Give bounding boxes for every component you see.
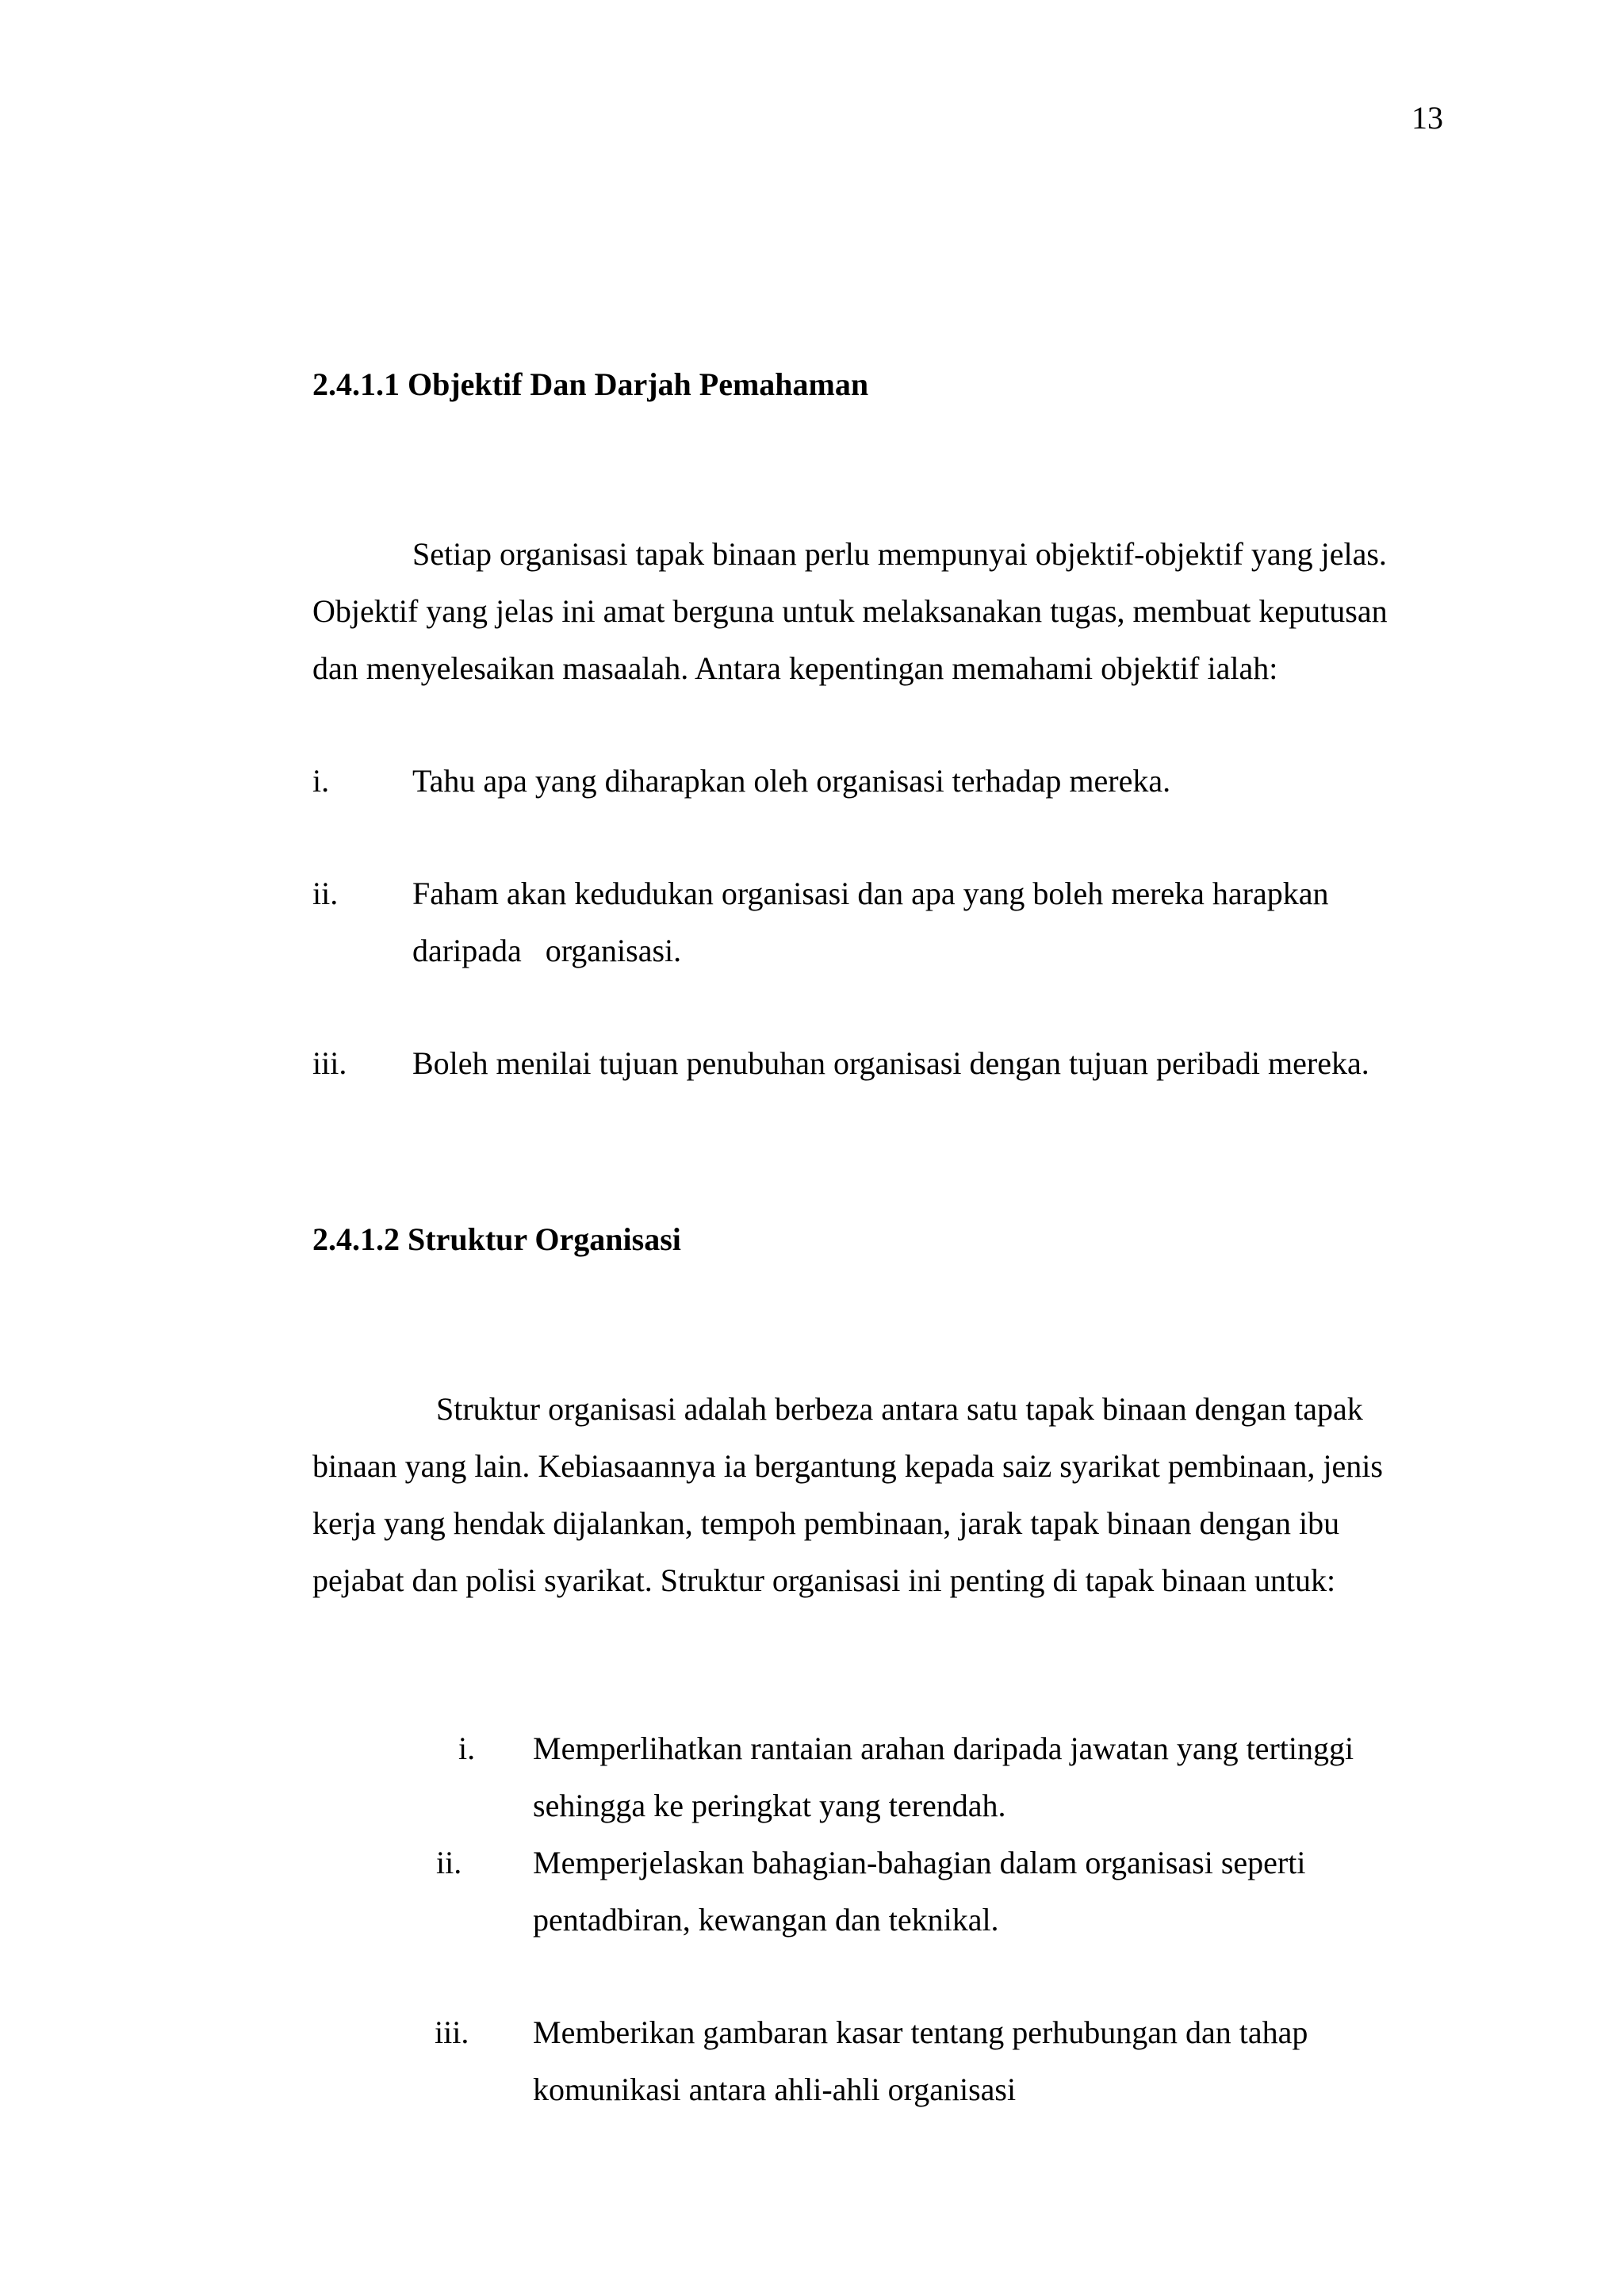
list-item-text: Memperlihatkan rantaian arahan daripada jawatan yang tertinggi (533, 1731, 1354, 1766)
section-heading-objektif: 2.4.1.1 Objektif Dan Darjah Pemahaman (312, 366, 869, 402)
list-marker: ii. (436, 1845, 462, 1880)
paragraph-line: Setiap organisasi tapak binaan perlu mempunyai objektif-objektif yang jelas. (412, 536, 1387, 572)
list-item-text: Tahu apa yang diharapkan oleh organisasi terhadap mereka. (412, 763, 1171, 799)
list-item-text: Memperjelaskan bahagian-bahagian dalam organisasi seperti (533, 1845, 1306, 1880)
paragraph-line: dan menyelesaikan masaalah. Antara kepentingan memahami objektif ialah: (312, 650, 1278, 686)
list-item-text: komunikasi antara ahli-ahli organisasi (533, 2072, 1017, 2107)
list-marker: i. (312, 763, 330, 799)
page-number: 13 (1411, 100, 1443, 136)
paragraph-line: kerja yang hendak dijalankan, tempoh pembinaan, jarak tapak binaan dengan ibu (312, 1505, 1340, 1541)
list-item-text: Boleh menilai tujuan penubuhan organisasi dengan tujuan peribadi mereka. (412, 1045, 1369, 1081)
list-item-text: daripada organisasi. (412, 933, 682, 968)
list-marker: iii. (312, 1045, 347, 1081)
list-item-text: Memberikan gambaran kasar tentang perhubungan dan tahap (533, 2014, 1308, 2050)
paragraph-line: binaan yang lain. Kebiasaannya ia bergantung kepada saiz syarikat pembinaan, jenis (312, 1448, 1383, 1484)
paragraph-line: pejabat dan polisi syarikat. Struktur organisasi ini penting di tapak binaan untuk: (312, 1562, 1336, 1598)
section-heading-struktur: 2.4.1.2 Struktur Organisasi (312, 1221, 681, 1257)
list-item-text: pentadbiran, kewangan dan teknikal. (533, 1902, 999, 1938)
list-marker: i. (458, 1731, 476, 1766)
list-item-text: Faham akan kedudukan organisasi dan apa yang boleh mereka harapkan (412, 876, 1329, 911)
list-marker: iii. (435, 2014, 469, 2050)
paragraph-line: Struktur organisasi adalah berbeza antara satu tapak binaan dengan tapak (436, 1391, 1363, 1427)
list-item-text: sehingga ke peringkat yang terendah. (533, 1788, 1006, 1823)
list-marker: ii. (312, 876, 339, 911)
paragraph-line: Objektif yang jelas ini amat berguna untuk melaksanakan tugas, membuat keputusan (312, 593, 1388, 629)
